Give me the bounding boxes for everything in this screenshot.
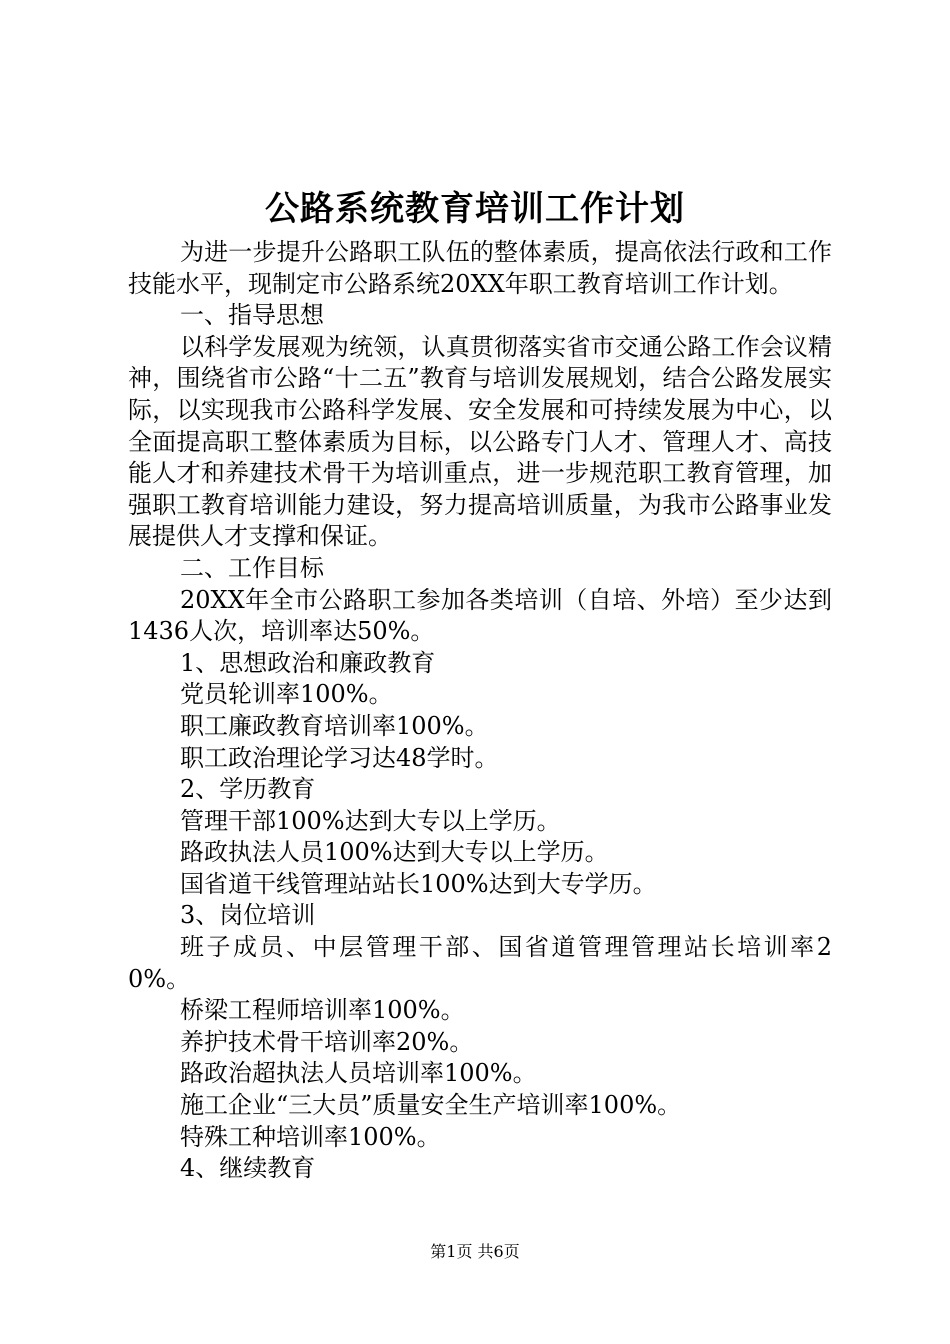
work-goals-paragraph: 20XX年全市公路职工参加各类培训（自培、外培）至少达到1436人次，培训率达50%。 bbox=[128, 585, 832, 646]
subheading-continuing-education: 4、继续教育 bbox=[180, 1154, 316, 1183]
document-title: 公路系统教育培训工作计划 bbox=[265, 189, 685, 229]
goal-item: 施工企业“三大员”质量安全生产培训率100%。 bbox=[180, 1091, 682, 1120]
goal-item: 特殊工种培训率100%。 bbox=[180, 1122, 441, 1151]
goal-item: 职工政治理论学习达48学时。 bbox=[180, 743, 499, 772]
subheading-political-education: 1、思想政治和廉政教育 bbox=[180, 648, 436, 677]
goal-item: 桥梁工程师培训率100%。 bbox=[180, 996, 465, 1025]
goal-item: 班子成员、中层管理干部、国省道管理管理站长培训率20%。 bbox=[128, 933, 832, 993]
document-body bbox=[128, 237, 832, 1185]
page-footer: 第1页 共6页 bbox=[430, 1242, 520, 1261]
goal-item: 路政治超执法人员培训率100%。 bbox=[180, 1059, 537, 1088]
goal-item: 管理干部100%达到大专以上学历。 bbox=[180, 806, 561, 835]
goal-item: 路政执法人员100%达到大专以上学历。 bbox=[180, 838, 609, 867]
goal-item: 养护技术骨干培训率20%。 bbox=[180, 1027, 474, 1056]
section-heading-guiding-ideology: 一、指导思想 bbox=[180, 301, 324, 330]
intro-paragraph: 为进一步提升公路职工队伍的整体素质，提高依法行政和工作技能水平，现制定市公路系统20XX年职工教育培训工作计划。 bbox=[128, 238, 832, 298]
section-heading-work-goals: 二、工作目标 bbox=[180, 553, 324, 582]
goal-item: 职工廉政教育培训率100%。 bbox=[180, 711, 489, 740]
guiding-ideology-paragraph: 以科学发展观为统领，认真贯彻落实省市交通公路工作会议精神，围绕省市公路“十二五”教育与培训发展规划，结合公路发展实际，以实现我市公路科学发展、安全发展和可持续发展为中心，以全面提高职工整体素质为目标，以公路专门人才、管理人才、高技能人才和养建技术骨干为培训重点，进一步规范职工教育管理，加强职工教育培训能力建设，努力提高培训质量，为我市公路事业发展提供人才支撑和保证。 bbox=[128, 332, 832, 551]
goal-item: 党员轮训率100%。 bbox=[180, 680, 393, 709]
subheading-academic-education: 2、学历教育 bbox=[180, 775, 316, 804]
goal-item: 国省道干线管理站站长100%达到大专学历。 bbox=[180, 869, 657, 898]
subheading-post-training: 3、岗位培训 bbox=[180, 901, 316, 930]
